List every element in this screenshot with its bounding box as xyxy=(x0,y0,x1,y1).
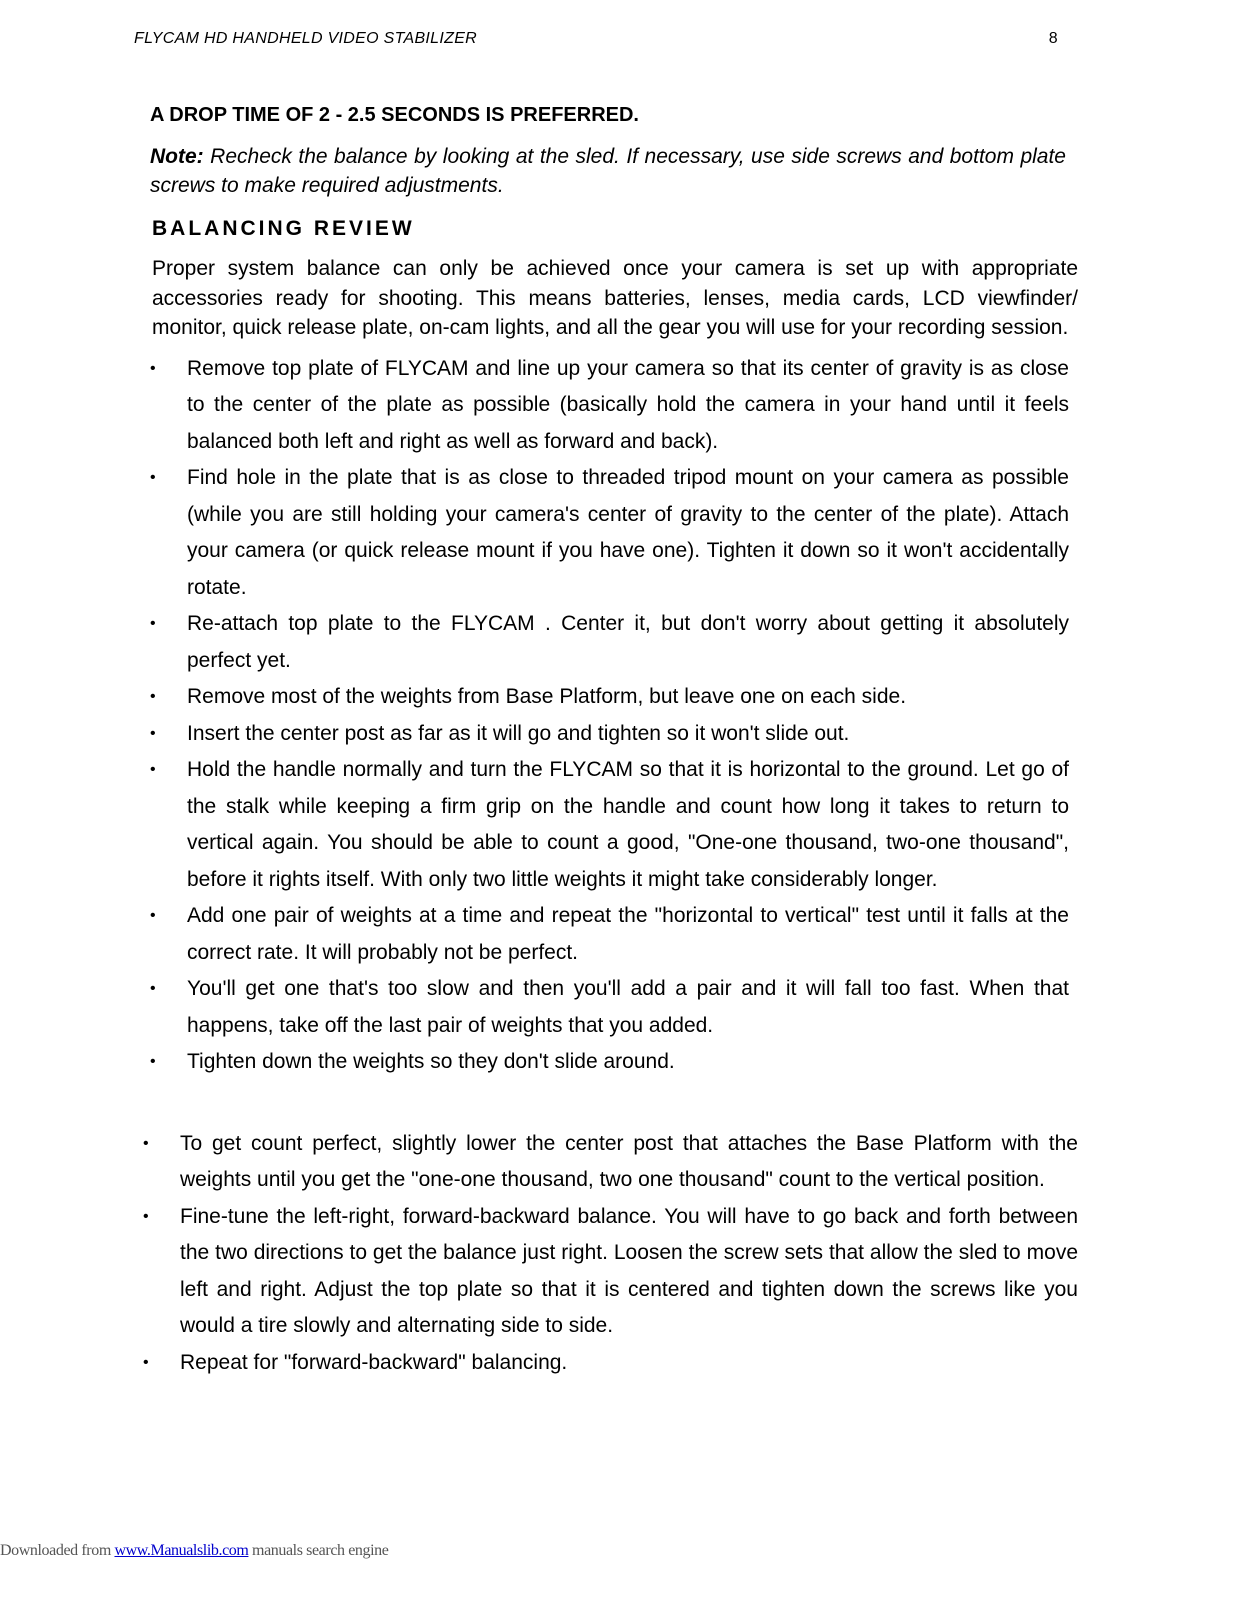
bullet-icon: • xyxy=(150,724,156,742)
bullet-icon: • xyxy=(150,761,156,778)
list-item xyxy=(143,1126,1078,1199)
list-item xyxy=(150,898,1069,971)
bullet-icon: • xyxy=(150,469,156,486)
page-number: 8 xyxy=(1048,30,1058,47)
list-item xyxy=(143,1199,1078,1345)
note-paragraph xyxy=(150,142,1066,200)
fine-tune-steps-list xyxy=(143,1126,1080,1382)
bullet-icon: • xyxy=(150,688,156,705)
list-item xyxy=(150,460,1069,606)
list-item-text: Remove most of the weights from Base Platform, but leave one on each side. xyxy=(187,685,907,708)
list-item xyxy=(150,351,1069,461)
footer-suffix: manuals search engine xyxy=(248,1542,389,1559)
bullet-icon: • xyxy=(150,359,156,377)
list-item xyxy=(150,679,1069,716)
bullet-icon: • xyxy=(150,1053,156,1070)
list-item-text: Find hole in the plate that is as close to threaded tripod mount on your camera as possible (while you are still holding your camera's center of gravity to the center of the plate). Attach your camera (or quick release mount if you have one). Tighten it down so it won't accidentally rotate. xyxy=(187,466,1069,599)
list-item xyxy=(143,1345,1078,1382)
list-item xyxy=(150,606,1069,679)
list-item xyxy=(150,716,1069,753)
bullet-icon: • xyxy=(150,615,156,632)
balancing-steps-list xyxy=(150,351,1080,1081)
main-content xyxy=(143,100,1080,1381)
list-item-text: To get count perfect, slightly lower the center post that attaches the Base Platform with the weights until you get the "one-one thousand, two one thousand" count to the vertical position. xyxy=(180,1131,1078,1191)
bullet-icon: • xyxy=(143,1353,149,1371)
list-item xyxy=(150,752,1069,898)
list-item-text: Add one pair of weights at a time and repeat the "horizontal to vertical" test until it falls at the correct rate. It will probably not be perfect. xyxy=(187,904,1069,964)
bullet-icon: • xyxy=(143,1134,149,1152)
list-item xyxy=(150,1044,1069,1081)
list-item-text: Re-attach top plate to the FLYCAM . Center it, but don't worry about getting it absolutely perfect yet. xyxy=(187,612,1069,672)
list-item-text: Hold the handle normally and turn the FLYCAM so that it is horizontal to the ground. Let go of the stalk while keeping a firm grip on the handle and count how long it takes to return to vertical again. You should be able to count a good, "One-one thousand, two-one thousand", before it rights itself. With only two little weights it might take considerably longer. xyxy=(187,758,1069,891)
list-item-text: You'll get one that's too slow and then you'll add a pair and it will fall too fast. When that happens, take off the last pair of weights that you added. xyxy=(187,977,1069,1037)
list-item-text: Fine-tune the left-right, forward-backward balance. You will have to go back and forth between the two directions to get the balance just right. Loosen the screw sets that allow the sled to move left and right. Adjust the top plate so that it is centered and tighten down the screws like you would a tire slowly and alternating side to side. xyxy=(180,1204,1078,1337)
bullet-icon: • xyxy=(143,1207,149,1225)
note-text: Recheck the balance by looking at the sled. If necessary, use side screws and bottom plate screws to make required adjustments. xyxy=(150,145,1066,197)
bullet-icon: • xyxy=(150,980,156,997)
drop-time-statement: A DROP TIME OF 2 - 2.5 SECONDS IS PREFERRED. xyxy=(150,104,639,126)
intro-paragraph: Proper system balance can only be achieved once your camera is set up with appropriate accessories ready for shooting. This means batteries, lenses, media cards, LCD viewfinder/ monitor, quick release plate, on-cam lights, and all the gear you will use for your recording session. xyxy=(152,257,1078,339)
list-item-text: Repeat for "forward-backward" balancing. xyxy=(180,1350,568,1374)
list-item-text: Tighten down the weights so they don't slide around. xyxy=(187,1050,675,1073)
download-footer xyxy=(0,1542,388,1560)
list-item-text: Insert the center post as far as it will go and tighten so it won't slide out. xyxy=(187,721,850,745)
list-item xyxy=(150,971,1069,1044)
bullet-icon: • xyxy=(150,907,156,924)
document-title: FLYCAM HD HANDHELD VIDEO STABILIZER xyxy=(134,30,478,47)
section-heading: BALANCING REVIEW xyxy=(152,217,415,240)
footer-prefix: Downloaded from xyxy=(0,1542,115,1559)
manualslib-link[interactable]: www.Manualslib.com xyxy=(114,1542,249,1559)
note-label: Note: xyxy=(150,145,204,168)
list-item-text: Remove top plate of FLYCAM and line up your camera so that its center of gravity is as close to the center of the plate as possible (basically hold the camera in your hand until it feels balanced both left and right as well as forward and back). xyxy=(187,356,1069,453)
page-header xyxy=(134,30,1058,48)
